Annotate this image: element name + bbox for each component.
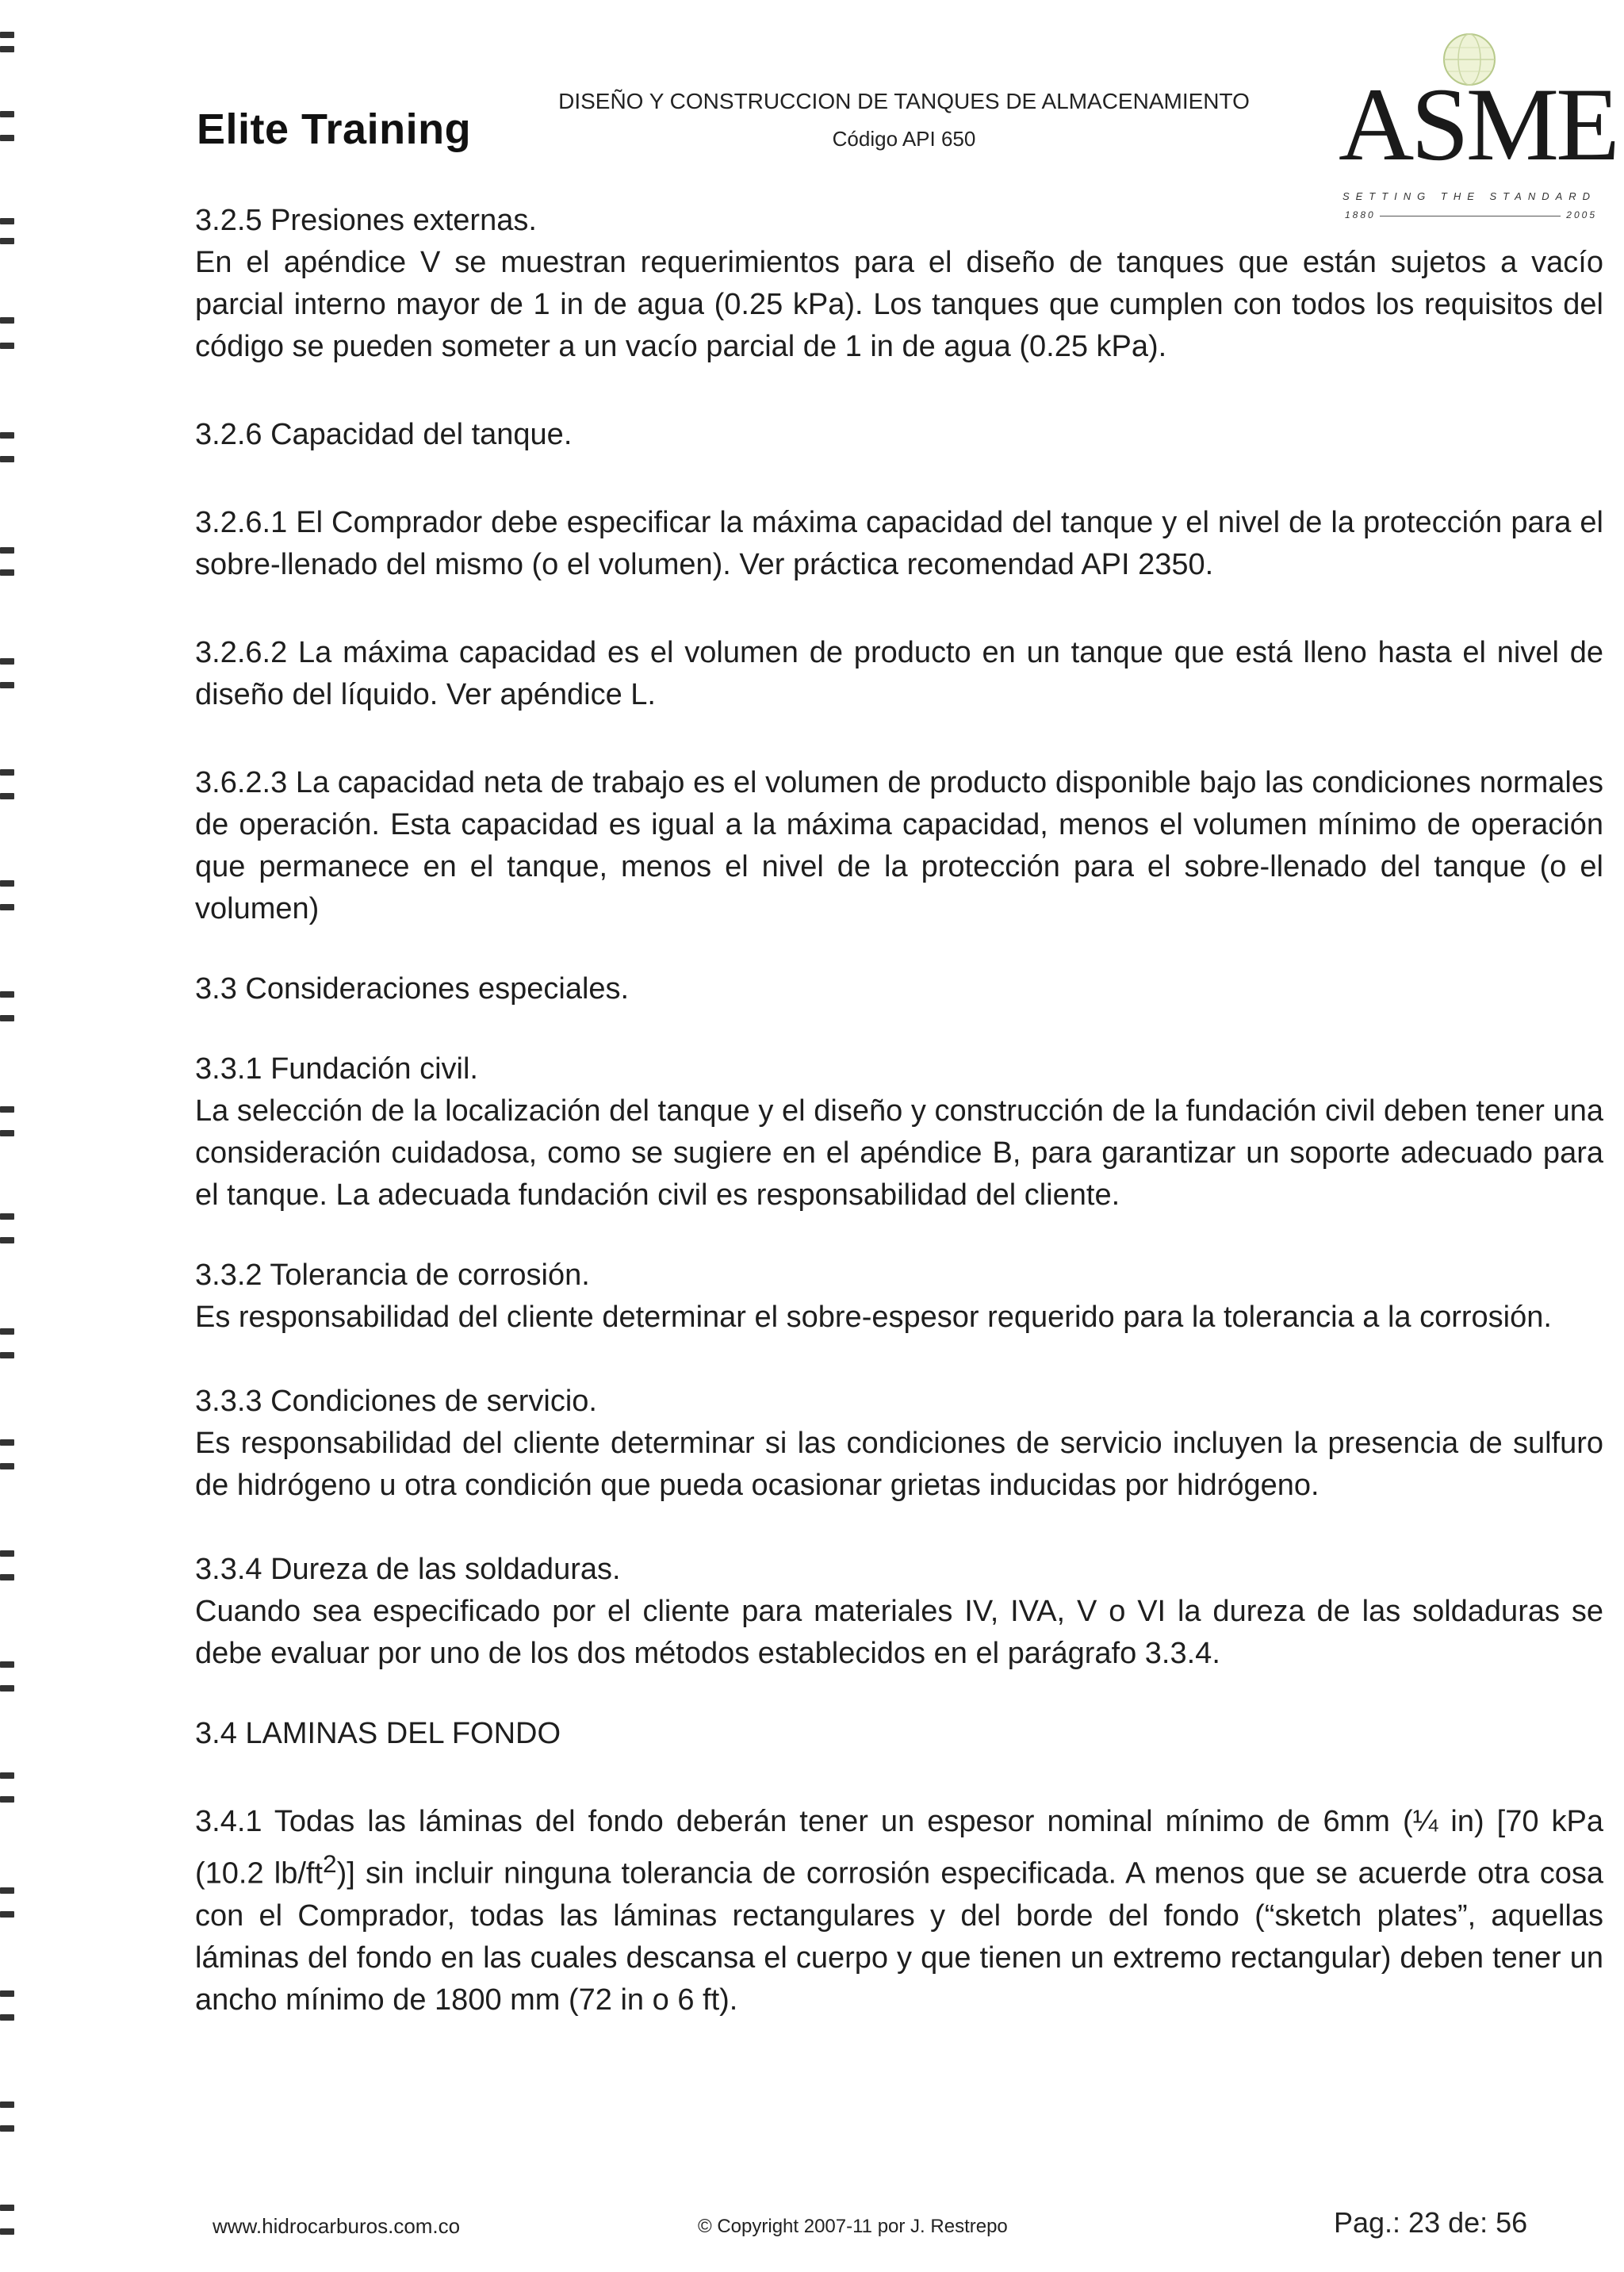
binding-hole xyxy=(0,991,14,998)
binding-hole xyxy=(0,547,14,554)
binding-hole xyxy=(0,1550,14,1557)
binding-hole xyxy=(0,1213,14,1220)
binding-hole xyxy=(0,1015,14,1021)
binding-hole xyxy=(0,1661,14,1668)
binding-hole xyxy=(0,1990,14,1997)
binding-hole xyxy=(0,456,14,462)
binding-hole xyxy=(0,1328,14,1335)
binding-hole xyxy=(0,569,14,576)
logo-mark: ASME xyxy=(1339,66,1617,182)
paragraph xyxy=(195,1801,1603,2021)
binding-hole xyxy=(0,1106,14,1113)
section-heading: 3.3 Consideraciones especiales. xyxy=(195,972,630,1006)
binding-hole xyxy=(0,32,14,38)
binding-hole xyxy=(0,46,14,52)
binding-hole xyxy=(0,1772,14,1779)
section-heading: 3.2.6 Capacidad del tanque. xyxy=(195,418,573,451)
binding-hole xyxy=(0,432,14,439)
paragraph: Es responsabilidad del cliente determinar el sobre-espesor requerido para la tolerancia a la corrosión. xyxy=(195,1301,1552,1334)
paragraph: Es responsabilidad del cliente determinar si las condiciones de servicio incluyen la presencia de sulfuro de hidrógeno u otra condición que pueda ocasionar grietas inducidas por hidrógeno. xyxy=(195,1427,1603,1502)
paragraph: Cuando sea especificado por el cliente para materiales IV, IVA, V o VI la dureza de las soldaduras se debe evaluar por uno de los dos métodos establecidos en el parágrafo 3.3.4. xyxy=(195,1595,1603,1670)
logo-year-start: 1880 xyxy=(1345,209,1376,220)
section-heading: 3.3.2 Tolerancia de corrosión. xyxy=(195,1259,590,1292)
binding-hole xyxy=(0,793,14,799)
binding-hole xyxy=(0,317,14,324)
paragraph: La selección de la localización del tanque y el diseño y construcción de la fundación civil deben tener una consideración cuidadosa, como se sugiere en el apéndice B, para garantizar un soporte adecuado para el tanque. La adecuada fundación civil es responsabilidad del cliente. xyxy=(195,1094,1603,1212)
section-heading: 3.2.5 Presiones externas. xyxy=(195,204,537,237)
page-footer xyxy=(0,2203,1624,2251)
paragraph: En el apéndice V se muestran requerimientos para el diseño de tanques que están sujetos a vacío parcial interno mayor de 1 in de agua (0.25 kPa). Los tanques que cumplen con todos los requisitos del código se pueden someter a un vacío parcial de 1 in de agua (0.25 kPa). xyxy=(195,246,1603,363)
binding-hole xyxy=(0,1463,14,1469)
page-number: Pag.: 23 de: 56 xyxy=(1334,2206,1528,2239)
binding-hole xyxy=(0,1685,14,1692)
binding-hole xyxy=(0,238,14,244)
binding-hole xyxy=(0,1911,14,1918)
document-title: DISEÑO Y CONSTRUCCION DE TANQUES DE ALMACENAMIENTO xyxy=(558,89,1250,113)
binding-hole xyxy=(0,682,14,688)
binding-hole xyxy=(0,1352,14,1358)
document-body xyxy=(195,200,1603,2021)
superscript: 2 xyxy=(323,1849,337,1878)
binding-hole xyxy=(0,904,14,910)
binding-hole xyxy=(0,2014,14,2021)
footer-copyright: © Copyright 2007-11 por J. Restrepo xyxy=(698,2216,1008,2237)
paragraph: 3.2.6.2 La máxima capacidad es el volumen de producto en un tanque que está lleno hasta el nivel de diseño del líquido. Ver apéndice L. xyxy=(195,636,1603,711)
binding-hole xyxy=(0,2125,14,2132)
brand-name: Elite Training xyxy=(197,105,472,153)
binding-hole xyxy=(0,658,14,665)
binding-hole xyxy=(0,111,14,117)
binding-hole xyxy=(0,343,14,349)
binding-hole xyxy=(0,2102,14,2108)
binding-hole xyxy=(0,1130,14,1136)
logo-year-end: 2005 xyxy=(1566,209,1597,220)
document-title-block xyxy=(492,89,1316,151)
document-subtitle: Código API 650 xyxy=(832,127,976,151)
paragraph: 3.6.2.3 La capacidad neta de trabajo es el volumen de producto disponible bajo las condiciones normales de operación. Esta capacidad es igual a la máxima capacidad, menos el volumen mínimo de operación que permanece en el tanque, menos el nivel de la protección para el sobre-llenado del tanque (o el volumen) xyxy=(195,766,1603,925)
footer-url: www.hidrocarburos.com.co xyxy=(213,2214,461,2238)
binding-hole xyxy=(0,1237,14,1243)
section-heading: 3.3.3 Condiciones de servicio. xyxy=(195,1385,597,1418)
section-heading: 3.3.1 Fundación civil. xyxy=(195,1052,478,1086)
section-heading: 3.4 LAMINAS DEL FONDO xyxy=(195,1717,561,1750)
binding-hole xyxy=(0,1887,14,1894)
spiral-binding xyxy=(0,0,32,2272)
paragraph-text-end: )] sin incluir ninguna tolerancia de corrosión especificada. A menos que se acuerde otra cosa con el Comprador, todas las láminas rectangulares y del borde del fondo (“sketch plates”, aquellas láminas del fondo en las cuales descansa el cuerpo y que tienen un extremo rectangular) deben tener un ancho mínimo de 1800 mm (72 in o 6 ft). xyxy=(195,1856,1604,2017)
logo-tagline: SETTING THE STANDARD xyxy=(1342,190,1597,202)
paragraph-text-start: 3.4.1 Todas las láminas del fondo deberán tener un espesor nominal mínimo de 6mm (¼ in) [70 kPa (10.2 lb/ft xyxy=(195,1805,1603,1891)
binding-hole xyxy=(0,880,14,887)
binding-hole xyxy=(0,1439,14,1446)
section-heading: 3.3.4 Dureza de las soldaduras. xyxy=(195,1553,621,1586)
binding-hole xyxy=(0,218,14,224)
paragraph: 3.2.6.1 El Comprador debe especificar la máxima capacidad del tanque y el nivel de la protección para el sobre-llenado del mismo (o el volumen). Ver práctica recomendad API 2350. xyxy=(195,506,1603,581)
asme-logo xyxy=(1339,32,1617,220)
binding-hole xyxy=(0,1796,14,1803)
binding-hole xyxy=(0,135,14,141)
binding-hole xyxy=(0,769,14,776)
binding-hole xyxy=(0,1574,14,1580)
